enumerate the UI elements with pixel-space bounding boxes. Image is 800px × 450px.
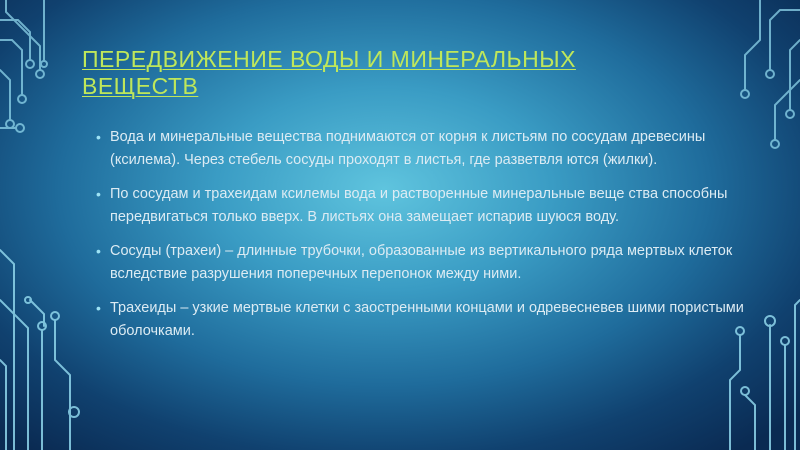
list-item (96, 240, 746, 286)
list-item (96, 126, 746, 172)
list-item (96, 297, 746, 343)
circuit-bottom-left (0, 250, 79, 450)
bullet-text: Трахеиды – узкие мертвые клетки с заостренными концами и одревесневев шими пористыми оболочками. (110, 300, 744, 339)
bullet-text: Сосуды (трахеи) – длинные трубочки, образованные из вертикального ряда мертвых клеток вследствие разрушения поперечных перепонок между ними. (110, 243, 733, 282)
bullet-icon: • (96, 243, 101, 259)
circuit-top-right (741, 0, 800, 148)
bullet-icon: • (96, 129, 101, 145)
slide-title: ПЕРЕДВИЖЕНИЕ ВОДЫ И МИНЕРАЛЬНЫХ ВЕЩЕСТВ (82, 46, 576, 99)
bullet-text: По сосудам и трахеидам ксилемы вода и растворенные минеральные веще ства способны передвигаться только вверх. В листьях она замещает испарив шуюся воду. (110, 186, 728, 225)
list-item (96, 183, 746, 229)
circuit-top-left (0, 0, 47, 132)
bullet-text: Вода и минеральные вещества поднимаются от корня к листьям по сосудам древесины (ксилема). Через стебель сосуды проходят в листья, где разветвля ются (жилки). (110, 129, 706, 168)
bullet-icon: • (96, 186, 101, 202)
bullet-list (96, 126, 746, 354)
bullet-icon: • (96, 300, 101, 316)
